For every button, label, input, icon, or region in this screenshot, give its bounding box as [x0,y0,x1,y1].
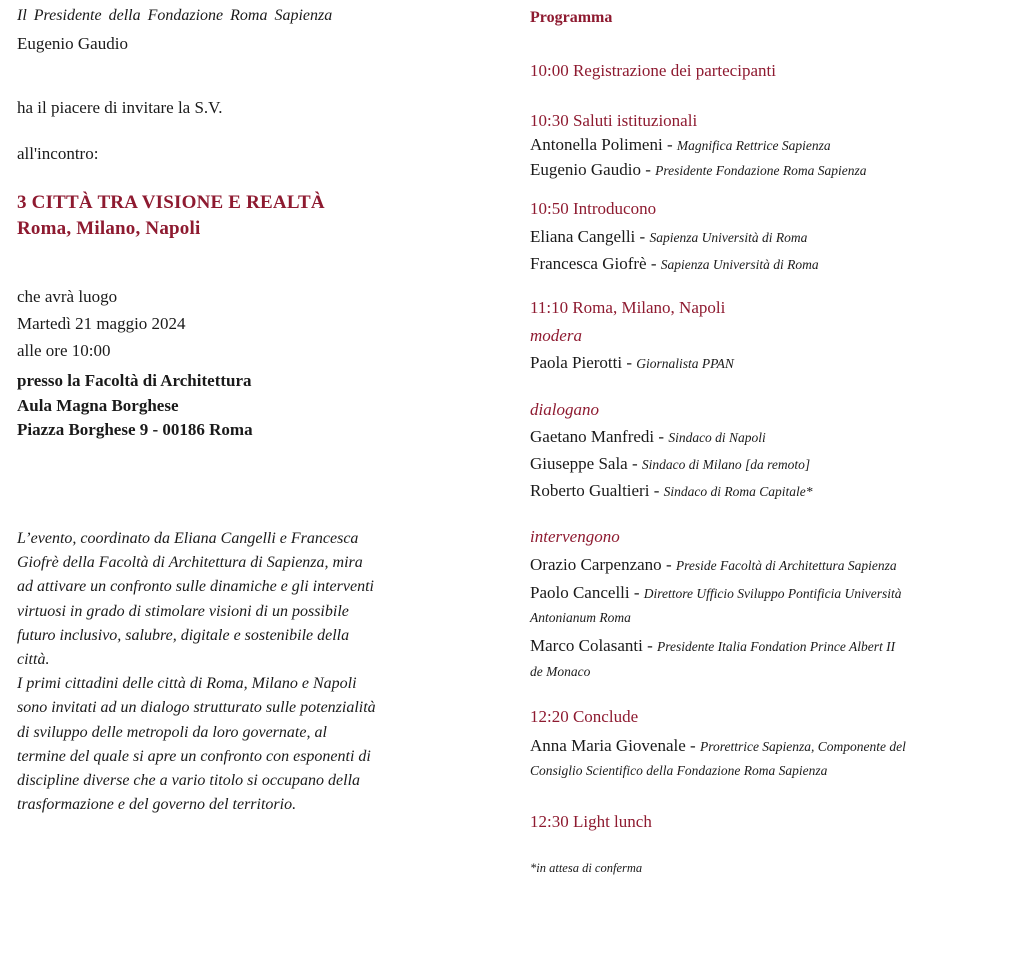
program-lunch: 12:30 Light lunch [530,812,652,831]
event-subtitle: Roma, Milano, Napoli [17,218,201,239]
event-description [17,527,377,817]
program-person: Eliana Cangelli - Sapienza Università di Roma [530,227,808,246]
president-name: Eugenio Gaudio [17,34,128,53]
venue-line-1: presso la Facoltà di Architettura [17,371,252,390]
program-session: 11:10 Roma, Milano, Napoli [530,298,726,317]
event-time: alle ore 10:00 [17,341,111,360]
program-intro: 10:50 Introducono [530,199,657,218]
program-closing: 12:20 Conclude [530,707,639,726]
program-person: Antonella Polimeni - Magnifica Rettrice Sapienza [530,135,831,154]
program-person: Giuseppe Sala - Sindaco di Milano [da remoto] [530,454,811,473]
program-person: Francesca Giofrè - Sapienza Università di Roma [530,254,819,273]
event-date: Martedì 21 maggio 2024 [17,314,186,333]
meeting-line: all'incontro: [17,144,99,163]
program-role-continuation: de Monaco [530,664,591,679]
dialog-label: dialogano [530,400,599,419]
program-heading: Programma [530,9,613,26]
venue-line-3: Piazza Borghese 9 - 00186 Roma [17,420,253,439]
program-person: Orazio Carpenzano - Preside Facoltà di Architettura Sapienza [530,555,897,574]
program-person: Anna Maria Giovenale - Prorettrice Sapienza, Componente del [530,736,906,755]
program-person: Gaetano Manfredi - Sindaco di Napoli [530,427,766,446]
description-paragraph-2: I primi cittadini delle città di Roma, Milano e Napoli sono invitati ad un dialogo strutturato sulle potenzialità di sviluppo delle metropoli da loro governate, al termine del quale si apre un confronto con esponenti di discipline diverse che a vario titolo si occupano della trasformazione e del governo del territorio. [17,675,376,814]
program-registration: 10:00 Registrazione dei partecipanti [530,61,776,80]
program-person: Eugenio Gaudio - Presidente Fondazione Roma Sapienza [530,160,867,179]
venue-line-2: Aula Magna Borghese [17,396,179,415]
program-greetings: 10:30 Saluti istituzionali [530,111,698,130]
program-role-continuation: Antonianum Roma [530,610,631,625]
program-person: Paola Pierotti - Giornalista PPAN [530,353,734,372]
moderator-label: modera [530,326,582,345]
invite-line: ha il piacere di invitare la S.V. [17,98,223,117]
description-paragraph-1: L’evento, coordinato da Eliana Cangelli e Francesca Giofrè della Facoltà di Architettura di Sapienza, mira ad attivare un confronto sulle dinamiche e gli interventi virtuosi in grado di stimolare visioni di un possibile futuro inclusivo, salubre, digitale e sostenibile della città. [17,530,374,669]
program-person: Paolo Cancelli - Direttore Ufficio Sviluppo Pontificia Università [530,583,902,602]
program-role-continuation: Consiglio Scientifico della Fondazione Roma Sapienza [530,763,828,778]
speakers-label: intervengono [530,527,620,546]
president-role: Il Presidente della Fondazione Roma Sapienza [17,7,333,24]
when-intro: che avrà luogo [17,287,118,306]
program-person: Roberto Gualtieri - Sindaco di Roma Capitale* [530,481,813,500]
event-title: 3 CITTÀ TRA VISIONE E REALTÀ [17,192,325,213]
program-person: Marco Colasanti - Presidente Italia Fondation Prince Albert II [530,636,896,655]
footnote: *in attesa di conferma [530,861,643,875]
